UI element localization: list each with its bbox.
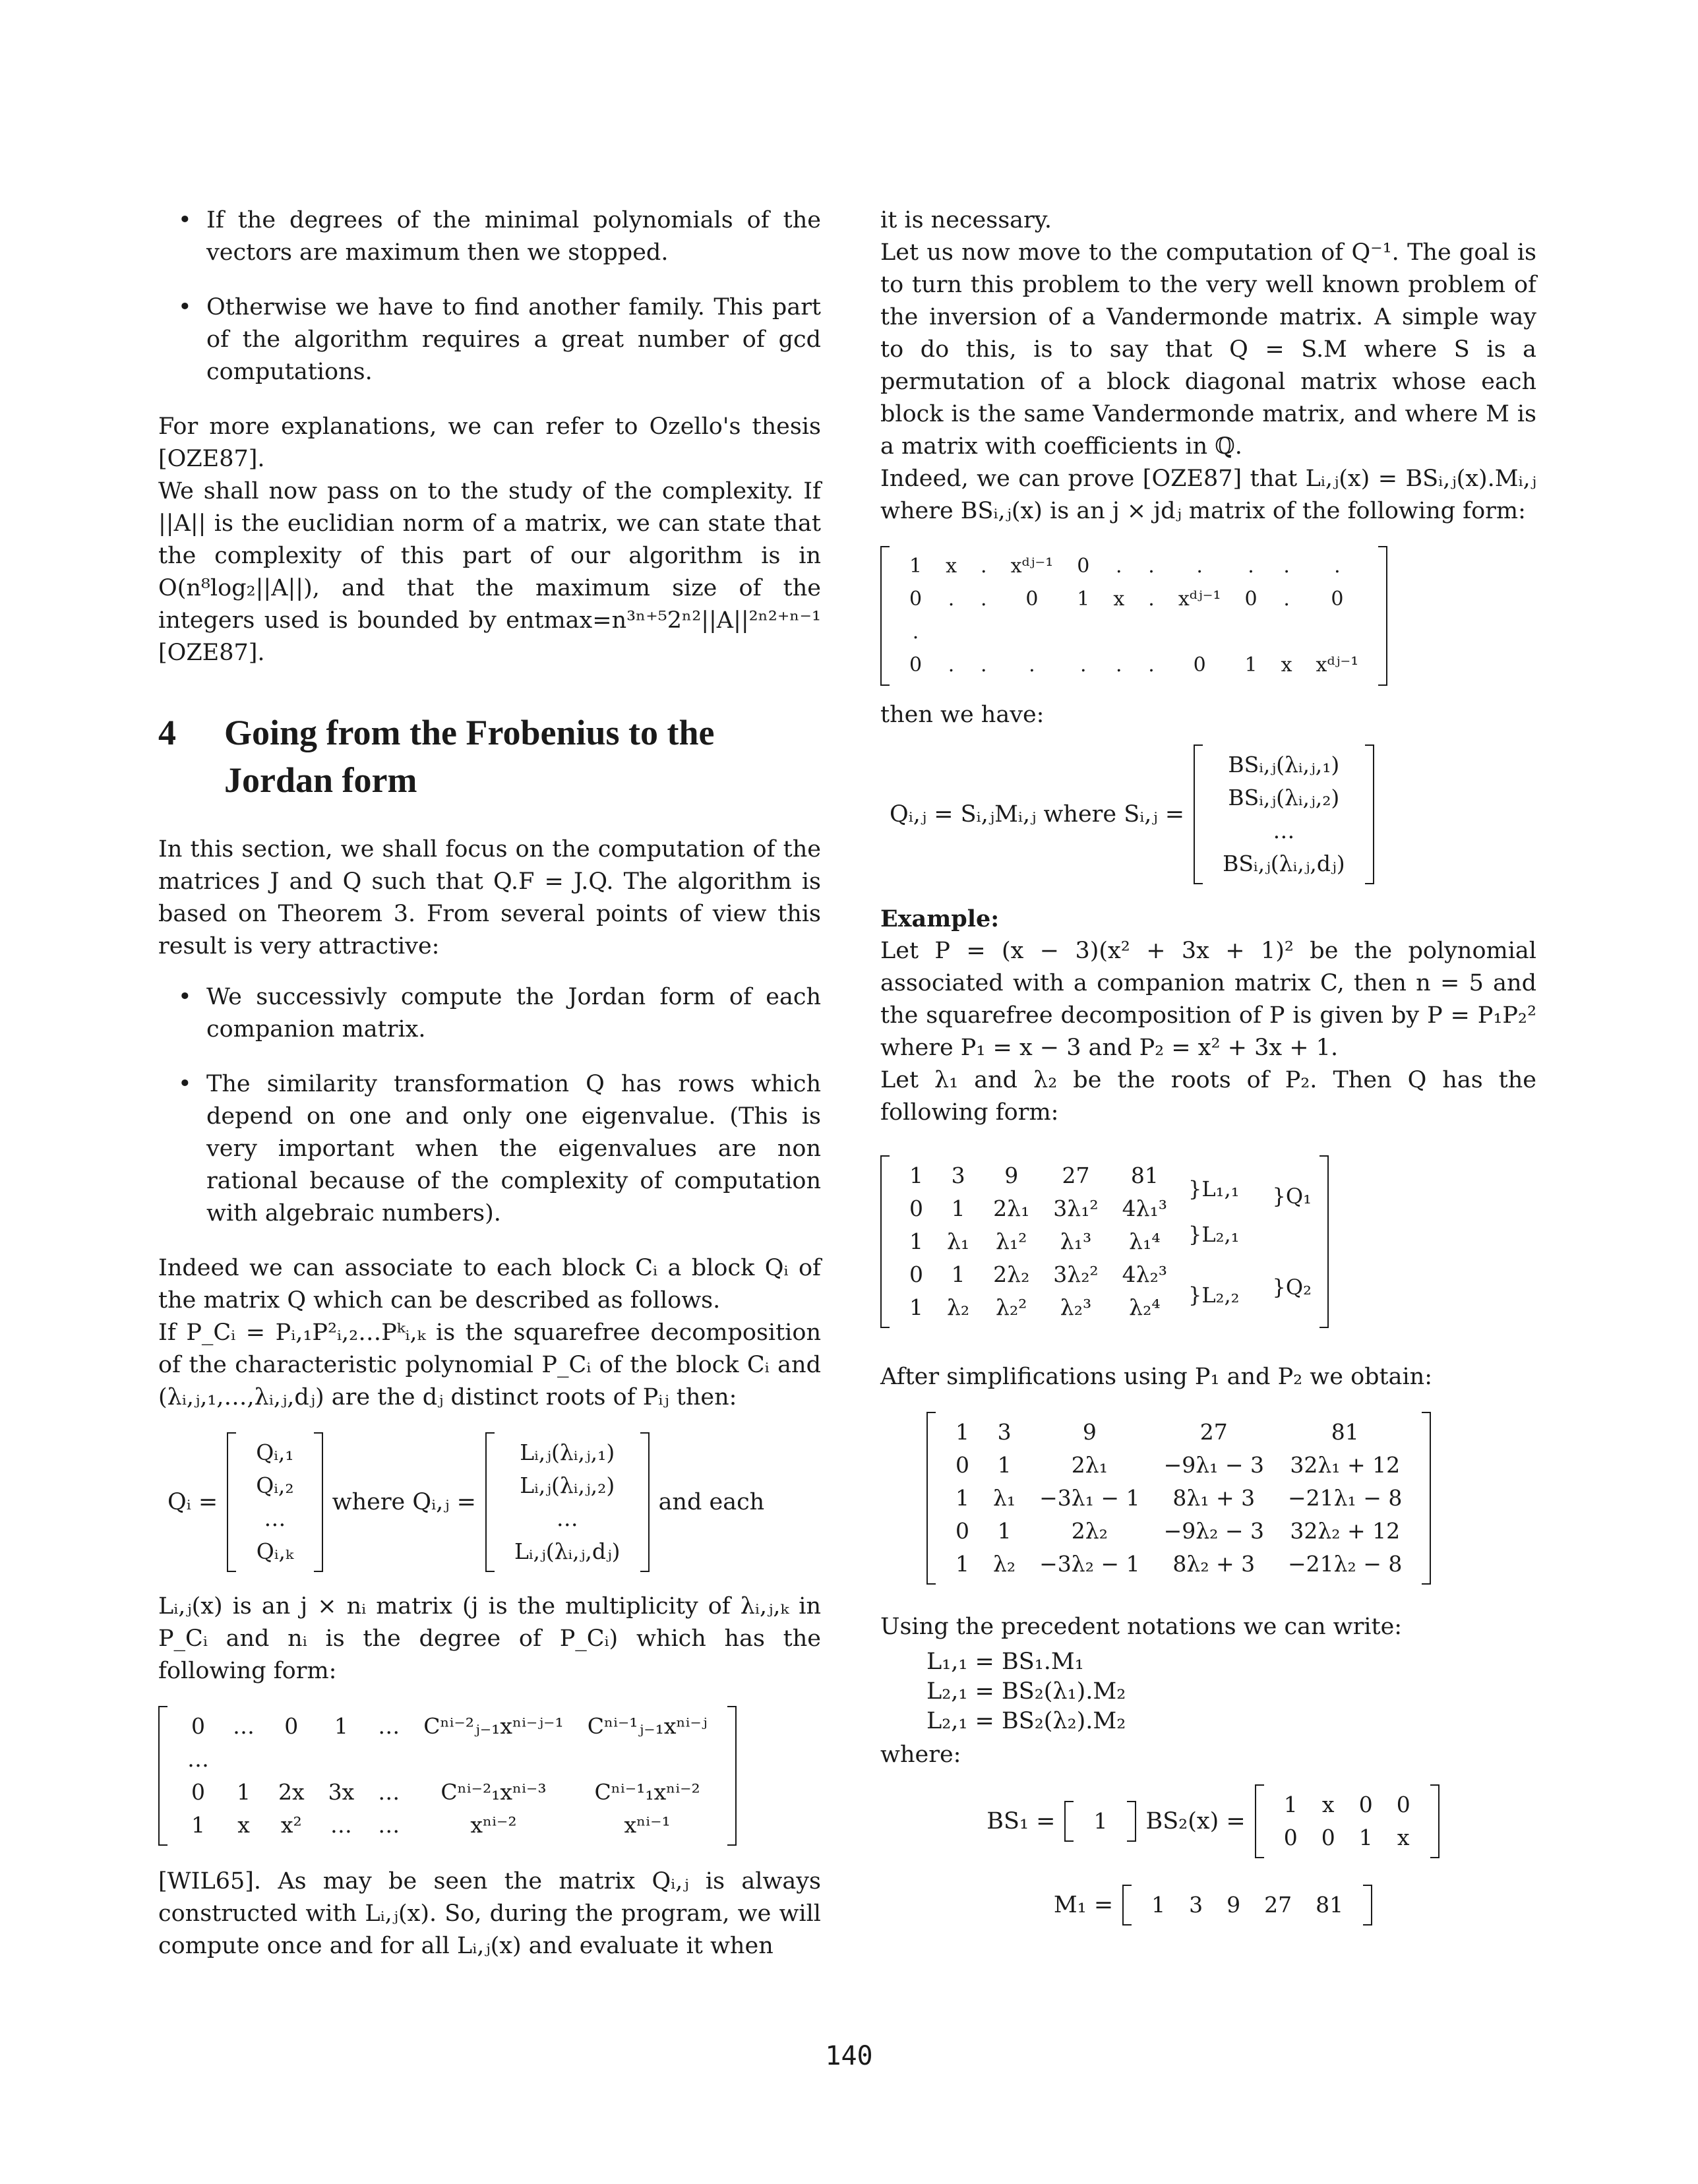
matrix-cell [411, 1743, 576, 1776]
matrix-m1 [1122, 1885, 1372, 1926]
matrix-cell: BSᵢ,ⱼ(λᵢ,ⱼ,₁) [1228, 752, 1340, 777]
bullet-item: • Otherwise we have to find another family. This part of the algorithm requires a great number of gcd computations. [170, 291, 821, 388]
matrix-cell: xⁿⁱ⁻² [470, 1812, 517, 1838]
matrix-cell: x [1113, 588, 1125, 611]
bullet-item: • We successivly compute the Jordan form of each companion matrix. [170, 981, 821, 1046]
paragraph: Indeed we can associate to each block Cᵢ a block Qᵢ of the matrix Q which can be described as follows. [158, 1255, 821, 1314]
matrix-cell [934, 616, 969, 649]
matrix-cell: xᵈʲ⁻¹ [1316, 653, 1359, 677]
matrix-cell [576, 1743, 719, 1776]
matrix-cell: λ₂ [993, 1551, 1016, 1577]
matrix-cell: 8λ₂ + 3 [1172, 1551, 1256, 1577]
matrix-cell: x [1397, 1825, 1410, 1850]
matrix-cell: Lᵢ,ⱼ(λᵢ,ⱼ,dⱼ) [514, 1538, 621, 1564]
matrix-cell [1304, 616, 1371, 649]
matrix-cell: 2λ₂ [1071, 1518, 1108, 1544]
matrix-cell: . [981, 653, 987, 677]
eq-lhs: BS₂(x) = [1145, 1808, 1246, 1835]
row-label: }L₂,₂ [1188, 1282, 1240, 1308]
matrix-cell [1233, 616, 1269, 649]
matrix-cell: … [1273, 818, 1295, 843]
matrix-cell: … [378, 1812, 400, 1838]
matrix-row [897, 649, 1370, 682]
matrix-row [175, 1743, 719, 1776]
matrix-cell: −21λ₂ − 8 [1288, 1551, 1403, 1577]
matrix-cell: −3λ₂ − 1 [1039, 1551, 1140, 1577]
matrix-cell: Qᵢ,₂ [256, 1472, 294, 1498]
matrix-row [1272, 1821, 1422, 1854]
paragraph: If P_Cᵢ = Pᵢ,₁P²ᵢ,₂…Pᵏᵢ,ₖ is the squarefree decomposition of the characteristic polynomial P_Cᵢ of the block Cᵢ and (λᵢ,ⱼ,₁,…,λᵢ,ⱼ,dⱼ) are the dⱼ distinct roots of Pᵢⱼ then: [158, 1320, 821, 1410]
matrix-cell: 3λ₂² [1053, 1261, 1099, 1287]
matrix-cell: 1 [237, 1779, 251, 1805]
matrix-cell: λ₁³ [1060, 1228, 1092, 1254]
matrix-bs1 [1064, 1801, 1136, 1842]
equation-q-example [880, 1155, 1536, 1328]
matrix-cell: x [1321, 1792, 1335, 1817]
matrix-cell: 0 [1321, 1825, 1335, 1850]
matrix-cell: x [237, 1812, 250, 1838]
matrix-cell: 3λ₁² [1053, 1196, 1099, 1221]
matrix-cell: . [1283, 588, 1290, 611]
matrix-cell: 0 [909, 653, 923, 677]
matrix-cell: 1 [909, 1228, 923, 1254]
matrix-cell: 0 [284, 1713, 299, 1739]
matrix-cell: x [1281, 653, 1292, 677]
matrix-cell: BSᵢ,ⱼ(λᵢ,ⱼ,dⱼ) [1223, 851, 1345, 876]
matrix-cell: 32λ₁ + 12 [1290, 1452, 1401, 1478]
matrix-cell: … [264, 1505, 286, 1531]
matrix-simplified [926, 1412, 1431, 1585]
matrix-row [944, 1449, 1414, 1482]
matrix-cell: 1 [1283, 1792, 1298, 1817]
matrix-cell: 81 [1331, 1419, 1359, 1445]
matrix-cell: x [946, 555, 957, 578]
paragraph: then we have: [880, 702, 1045, 728]
matrix-cell: 1 [997, 1518, 1012, 1544]
matrix-cell: Qᵢ,ₖ [256, 1538, 294, 1564]
matrix-cell: 2λ₁ [993, 1196, 1030, 1221]
matrix-bs [880, 546, 1387, 686]
paragraph: [WIL65]. As may be seen the matrix Qᵢ,ⱼ is always constructed with Lᵢ,ⱼ(x). So, during the program, we will compute once and for all Lᵢ,ⱼ(x) and evaluate it when [158, 1868, 821, 1959]
page-number: 140 [825, 2041, 873, 2071]
matrix-cell: 9 [1082, 1419, 1097, 1445]
matrix-cell: Lᵢ,ⱼ(λᵢ,ⱼ,₂) [520, 1472, 615, 1498]
matrix-cell: . [1116, 555, 1122, 578]
matrix-cell: 32λ₂ + 12 [1290, 1518, 1401, 1544]
matrix-cell: 1 [1093, 1808, 1108, 1834]
matrix-cell: … [556, 1505, 578, 1531]
row-label: }L₁,₁ [1188, 1176, 1240, 1201]
matrix-cell [366, 1743, 411, 1776]
matrix-cell: 1 [1077, 588, 1090, 611]
matrix-cell: 3x [328, 1779, 355, 1805]
matrix-cell: 1 [191, 1812, 205, 1838]
matrix-cell: 27 [1062, 1163, 1090, 1188]
matrix-cell: 1 [951, 1196, 965, 1221]
matrix-cell: 27 [1264, 1892, 1292, 1918]
paragraph: Indeed, we can prove [OZE87] that Lᵢ,ⱼ(x) = BSᵢ,ⱼ(x).Mᵢ,ⱼ where BSᵢ,ⱼ(x) is an j × jdⱼ matrix of the following form: [880, 466, 1536, 524]
matrix-cell: Cⁿⁱ⁻¹₁xⁿⁱ⁻² [594, 1779, 700, 1805]
paragraph: Let λ₁ and λ₂ be the roots of P₂. Then Q has the following form: [880, 1067, 1536, 1126]
matrix-cell [999, 616, 1066, 649]
paragraph: Let us now move to the computation of Q⁻¹. The goal is to turn this problem to the very well known problem of the inversion of a Vandermonde matrix. A simple way to do this, is to say that Q = S.M where S is a permutation of a block diagonal matrix whose each block is the same Vandermonde matrix, and where M is a matrix with coefficients in ℚ. [880, 239, 1536, 460]
matrix-cell: 1 [909, 1163, 923, 1188]
matrix-cell: . [981, 588, 987, 611]
matrix-cell: λ₁⁴ [1129, 1228, 1161, 1254]
right-column [880, 204, 1536, 1944]
matrix-cell: … [330, 1812, 352, 1838]
paragraph: Let P = (x − 3)(x² + 3x + 1)² be the polynomial associated with a companion matrix C, then n = 5 and the squarefree decomposition of P is given by P = P₁P₂² where P₁ = x − 3 and P₂ = x² + 3x + 1. [880, 938, 1536, 1061]
matrix-cell: 0 [909, 1261, 923, 1287]
row-label: }L₂,₁ [1188, 1221, 1240, 1247]
matrix-cell: 81 [1130, 1163, 1159, 1188]
matrix-cell: 2λ₁ [1071, 1452, 1108, 1478]
matrix-cell: 0 [1193, 653, 1206, 677]
matrix-cell [1167, 616, 1233, 649]
matrix-cell: 1 [1151, 1892, 1166, 1918]
matrix-cell: λ₁ [947, 1228, 970, 1254]
paragraph: Lᵢ,ⱼ(x) is an j × nᵢ matrix (j is the multiplicity of λᵢ,ⱼ,ₖ in P_Cᵢ and nᵢ is the degree of P_Cᵢ) which has the following form: [158, 1593, 821, 1684]
matrix-cell: 8λ₁ + 3 [1172, 1485, 1256, 1511]
matrix-cell: . [981, 555, 987, 578]
matrix-sij [1194, 744, 1374, 884]
matrix-cell: 0 [1331, 588, 1344, 611]
matrix-cell [969, 616, 999, 649]
matrix-cell: . [912, 621, 919, 644]
section-heading [158, 709, 821, 804]
matrix-cell: −3λ₁ − 1 [1039, 1485, 1140, 1511]
matrix-cell: x² [280, 1812, 302, 1838]
matrix-cell: 81 [1316, 1892, 1344, 1918]
matrix-cell: λ₂² [996, 1294, 1027, 1320]
eq-lhs: Qᵢ = [167, 1489, 218, 1515]
matrix-cell: 0 [1244, 588, 1258, 611]
paragraph: We shall now pass on to the study of the complexity. If ||A|| is the euclidian norm of a matrix, we can state that the complexity of this part of our algorithm is in O(n⁸log₂||A||), and that the maximum size of the integers used is bounded by entmax=n³ⁿ⁺⁵2ⁿ²||A||²ⁿ²⁺ⁿ⁻¹ [OZE87]. [158, 478, 821, 666]
equation-bs1-bs2 [880, 1784, 1536, 1858]
matrix-row [897, 1291, 1179, 1324]
matrix-cell: 9 [1227, 1892, 1241, 1918]
eq-lhs: BS₁ = [986, 1808, 1056, 1835]
matrix-cell: 1 [909, 555, 923, 578]
matrix-row [897, 616, 1370, 649]
matrix-cell: . [1334, 555, 1341, 578]
matrix-cell: . [1283, 555, 1290, 578]
section-title: Going from the Frobenius to the Jordan form [224, 713, 715, 800]
matrix-cell [266, 1743, 317, 1776]
matrix-cell: . [1116, 653, 1122, 677]
matrix-cell: λ₂⁴ [1129, 1294, 1161, 1320]
matrix-cell: … [233, 1713, 255, 1739]
matrix-cell: BSᵢ,ⱼ(λᵢ,ⱼ,₂) [1228, 785, 1340, 810]
equation-simplified [926, 1412, 1536, 1585]
matrix-row [175, 1809, 719, 1842]
matrix-row [175, 1776, 719, 1809]
matrix-row [1272, 1788, 1422, 1821]
paragraph: For more explanations, we can refer to Ozello's thesis [OZE87]. [158, 413, 821, 472]
matrix-cell: Cⁿⁱ⁻¹ⱼ₋₁xⁿⁱ⁻ʲ [587, 1713, 708, 1739]
equation-m1 [880, 1885, 1536, 1926]
matrix-cell: … [378, 1779, 400, 1805]
matrix-cell: 0 [1396, 1792, 1410, 1817]
block-label: }Q₂ [1272, 1275, 1312, 1300]
matrix-cell [1136, 616, 1167, 649]
matrix-cell [317, 1743, 367, 1776]
matrix-cell: … [187, 1746, 209, 1772]
paragraph: it is necessary. [880, 207, 1052, 233]
matrix-row [944, 1515, 1414, 1548]
matrix-cell: xᵈʲ⁻¹ [1010, 555, 1054, 578]
matrix-cell [1269, 616, 1304, 649]
matrix-cell: −21λ₁ − 8 [1288, 1485, 1403, 1511]
matrix-row [944, 1416, 1414, 1449]
matrix-cell: 0 [1077, 555, 1090, 578]
matrix-cell: 1 [334, 1713, 348, 1739]
matrix-cell: . [1148, 588, 1155, 611]
matrix-cell [1065, 616, 1101, 649]
matrix-row [944, 1482, 1414, 1515]
matrix-row [944, 1548, 1414, 1581]
matrix-cell: 1 [955, 1551, 969, 1577]
matrix-cell: −9λ₂ − 3 [1163, 1518, 1264, 1544]
matrix-cell: 1 [1358, 1825, 1373, 1850]
matrix-cell: xᵈʲ⁻¹ [1178, 588, 1221, 611]
matrix-cell: Cⁿⁱ⁻²₁xⁿⁱ⁻³ [440, 1779, 547, 1805]
matrix-cell: . [1148, 555, 1155, 578]
paragraph: where: [880, 1742, 961, 1768]
eq-where: where Qᵢ,ⱼ = [332, 1489, 476, 1515]
paragraph: Using the precedent notations we can write: [880, 1614, 1403, 1640]
paragraph: After simplifications using P₁ and P₂ we obtain: [880, 1364, 1433, 1390]
matrix-cell: λ₂³ [1060, 1294, 1092, 1320]
matrix-row [897, 583, 1370, 616]
matrix-cell: 1 [1244, 653, 1258, 677]
matrix-cell: 2x [278, 1779, 305, 1805]
matrix-cell: xⁿⁱ⁻¹ [624, 1812, 671, 1838]
matrix-cell: 4λ₂³ [1122, 1261, 1168, 1287]
matrix-cell: 0 [909, 1196, 923, 1221]
equation-qi [158, 1432, 821, 1572]
matrix-cell: 0 [1025, 588, 1039, 611]
matrix-cell: Cⁿⁱ⁻²ⱼ₋₁xⁿⁱ⁻ʲ⁻¹ [423, 1713, 564, 1739]
bullet-item: • If the degrees of the minimal polynomials of the vectors are maximum then we stopped. [170, 204, 821, 269]
formula-line: L₂,₁ = BS₂(λ₂).M₂ [926, 1708, 1126, 1734]
matrix-q-example [880, 1155, 1329, 1328]
matrix-cell: 1 [955, 1419, 969, 1445]
example-label: Example: [880, 905, 1000, 932]
matrix-cell: 0 [1283, 1825, 1298, 1850]
matrix-cell: 1 [909, 1294, 923, 1320]
matrix-row [175, 1710, 719, 1743]
matrix-cell: 27 [1199, 1419, 1228, 1445]
matrix-cell: λ₁ [993, 1485, 1016, 1511]
eq-lhs: Qᵢ,ⱼ = Sᵢ,ⱼMᵢ,ⱼ where Sᵢ,ⱼ = [890, 801, 1185, 828]
matrix-cell: 0 [909, 588, 923, 611]
matrix-bs2 [1255, 1784, 1440, 1858]
matrix-cell: . [1248, 555, 1254, 578]
matrix-cell: 2λ₂ [993, 1261, 1030, 1287]
matrix-cell: . [1196, 555, 1203, 578]
matrix-cell [221, 1743, 266, 1776]
matrix-cell: 9 [1004, 1163, 1019, 1188]
matrix-cell: λ₂ [947, 1294, 970, 1320]
matrix-cell: 0 [191, 1779, 205, 1805]
matrix-row [897, 1225, 1179, 1258]
matrix-row [897, 550, 1370, 583]
matrix-cell [1101, 616, 1136, 649]
block-label: }Q₁ [1272, 1184, 1312, 1209]
matrix-cell: . [1080, 653, 1087, 677]
equation-bs [880, 546, 1536, 686]
matrix-cell: 0 [1358, 1792, 1373, 1817]
matrix-cell: Qᵢ,₁ [256, 1440, 294, 1465]
matrix-cell: . [948, 653, 955, 677]
matrix-cell: . [948, 588, 955, 611]
matrix-cell: 3 [1189, 1892, 1203, 1918]
matrix-cell: 1 [997, 1452, 1012, 1478]
matrix-cell: . [1029, 653, 1035, 677]
matrix-cell: 1 [951, 1261, 965, 1287]
matrix-cell: 0 [955, 1518, 969, 1544]
matrix-cell: 3 [997, 1419, 1012, 1445]
equation-qij [880, 744, 1536, 884]
matrix-row [897, 1159, 1179, 1192]
matrix-lij [158, 1706, 737, 1846]
left-column [158, 204, 821, 1981]
matrix-cell: … [378, 1713, 400, 1739]
equation-lij [158, 1706, 821, 1846]
matrix-qij [485, 1432, 650, 1572]
eq-tail: and each [658, 1489, 765, 1515]
matrix-cell: 0 [955, 1452, 969, 1478]
matrix-cell: . [1148, 653, 1155, 677]
matrix-cell: −9λ₁ − 3 [1163, 1452, 1264, 1478]
paragraph: In this section, we shall focus on the computation of the matrices J and Q such that Q.F = J.Q. The algorithm is based on Theorem 3. From several points of view this result is very attractive: [158, 836, 821, 959]
matrix-cell: 1 [955, 1485, 969, 1511]
matrix-qi-blocks [227, 1432, 322, 1572]
matrix-cell: λ₁² [996, 1228, 1027, 1254]
formula-line: L₁,₁ = BS₁.M₁ [926, 1649, 1084, 1675]
matrix-row [897, 1192, 1179, 1225]
matrix-cell: 0 [191, 1713, 205, 1739]
matrix-row [897, 1258, 1179, 1291]
section-number: 4 [158, 713, 176, 752]
matrix-cell: 4λ₁³ [1122, 1196, 1168, 1221]
bullet-item: • The similarity transformation Q has rows which depend on one and only one eigenvalue. (This is very important when the eigenvalues are non rational because of the complexity of computation with algebraic numbers). [170, 1068, 821, 1230]
matrix-cell: 3 [951, 1163, 965, 1188]
eq-lhs: M₁ = [1053, 1892, 1114, 1918]
formula-line: L₂,₁ = BS₂(λ₁).M₂ [926, 1678, 1126, 1705]
matrix-cell: Lᵢ,ⱼ(λᵢ,ⱼ,₁) [520, 1440, 615, 1465]
